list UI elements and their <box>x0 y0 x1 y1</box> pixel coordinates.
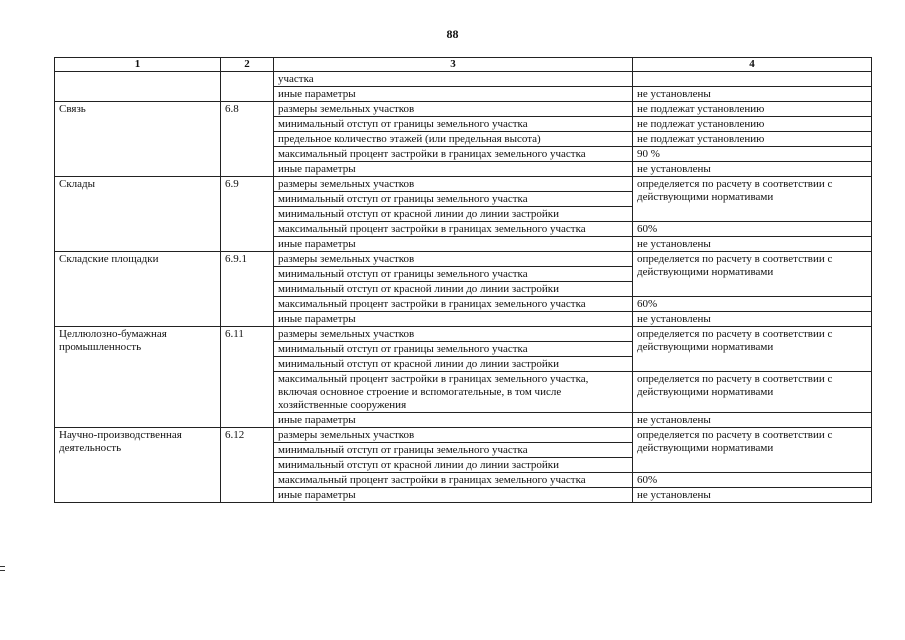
parameter-cell: иные параметры <box>274 413 633 428</box>
parameter-cell: минимальный отступ от границы земельного участка <box>274 443 633 458</box>
use-type-name: Складские площадки <box>55 252 221 327</box>
parameter-cell: размеры земельных участков <box>274 327 633 342</box>
parameter-cell: минимальный отступ от границы земельного участка <box>274 117 633 132</box>
use-type-code: 6.9.1 <box>221 252 274 327</box>
use-type-name: Целлюлозно-бумажная промышленность <box>55 327 221 428</box>
use-type-code: 6.11 <box>221 327 274 428</box>
parameter-cell: максимальный процент застройки в границах земельного участка <box>274 473 633 488</box>
parameter-cell: иные параметры <box>274 162 633 177</box>
use-type-name <box>55 72 221 102</box>
page-number: 88 <box>446 27 459 41</box>
parameter-cell: иные параметры <box>274 312 633 327</box>
regulations-table <box>54 57 872 503</box>
parameter-cell: участка <box>274 72 633 87</box>
edge-mark <box>0 566 5 567</box>
parameter-cell: иные параметры <box>274 237 633 252</box>
parameter-cell: размеры земельных участков <box>274 252 633 267</box>
use-type-code: 6.12 <box>221 428 274 503</box>
value-cell: не подлежат установлению <box>633 117 872 132</box>
value-cell: не установлены <box>633 312 872 327</box>
parameter-cell: иные параметры <box>274 488 633 503</box>
value-cell: не подлежат установлению <box>633 102 872 117</box>
parameter-cell: минимальный отступ от границы земельного участка <box>274 342 633 357</box>
value-cell: 60% <box>633 222 872 237</box>
parameter-cell: максимальный процент застройки в границах земельного участка <box>274 222 633 237</box>
use-type-name: Связь <box>55 102 221 177</box>
table-row <box>55 177 872 192</box>
parameter-cell: размеры земельных участков <box>274 102 633 117</box>
value-cell: определяется по расчету в соответствии с действующими нормативами <box>633 372 872 413</box>
parameter-cell: максимальный процент застройки в границах земельного участка <box>274 147 633 162</box>
table-row <box>55 102 872 117</box>
parameter-cell: размеры земельных участков <box>274 428 633 443</box>
use-type-name: Склады <box>55 177 221 252</box>
parameter-cell: минимальный отступ от красной линии до линии застройки <box>274 282 633 297</box>
value-cell: определяется по расчету в соответствии с действующими нормативами <box>633 428 872 473</box>
use-type-code <box>221 72 274 102</box>
parameter-cell: минимальный отступ от красной линии до линии застройки <box>274 357 633 372</box>
parameter-cell: максимальный процент застройки в границах земельного участка <box>274 297 633 312</box>
parameter-cell: минимальный отступ от границы земельного участка <box>274 267 633 282</box>
column-header-3: 3 <box>274 58 633 72</box>
table-row <box>55 428 872 443</box>
column-header-1: 1 <box>55 58 221 72</box>
parameter-cell: размеры земельных участков <box>274 177 633 192</box>
value-cell: не подлежат установлению <box>633 132 872 147</box>
value-cell: не установлены <box>633 413 872 428</box>
header-row <box>55 58 872 72</box>
use-type-code: 6.8 <box>221 102 274 177</box>
use-type-name: Научно-производственная деятельность <box>55 428 221 503</box>
parameter-cell: минимальный отступ от красной линии до линии застройки <box>274 207 633 222</box>
table-row <box>55 327 872 342</box>
table-body <box>55 72 872 503</box>
value-cell: 60% <box>633 297 872 312</box>
use-type-code: 6.9 <box>221 177 274 252</box>
column-header-2: 2 <box>221 58 274 72</box>
parameter-cell: минимальный отступ от границы земельного участка <box>274 192 633 207</box>
value-cell: 60% <box>633 473 872 488</box>
value-cell <box>633 72 872 87</box>
value-cell: определяется по расчету в соответствии с действующими нормативами <box>633 252 872 297</box>
value-cell: не установлены <box>633 488 872 503</box>
column-header-4: 4 <box>633 58 872 72</box>
edge-mark <box>0 570 5 571</box>
parameter-cell: минимальный отступ от красной линии до линии застройки <box>274 458 633 473</box>
table-row <box>55 72 872 87</box>
parameter-cell: иные параметры <box>274 87 633 102</box>
value-cell: определяется по расчету в соответствии с действующими нормативами <box>633 327 872 372</box>
value-cell: 90 % <box>633 147 872 162</box>
table-row <box>55 252 872 267</box>
value-cell: определяется по расчету в соответствии с действующими нормативами <box>633 177 872 222</box>
parameter-cell: максимальный процент застройки в границах земельного участка, включая основное строение и вспомогательные, в том числе хозяйственные сооружения <box>274 372 633 413</box>
parameter-cell: предельное количество этажей (или предельная высота) <box>274 132 633 147</box>
value-cell: не установлены <box>633 237 872 252</box>
value-cell: не установлены <box>633 87 872 102</box>
value-cell: не установлены <box>633 162 872 177</box>
